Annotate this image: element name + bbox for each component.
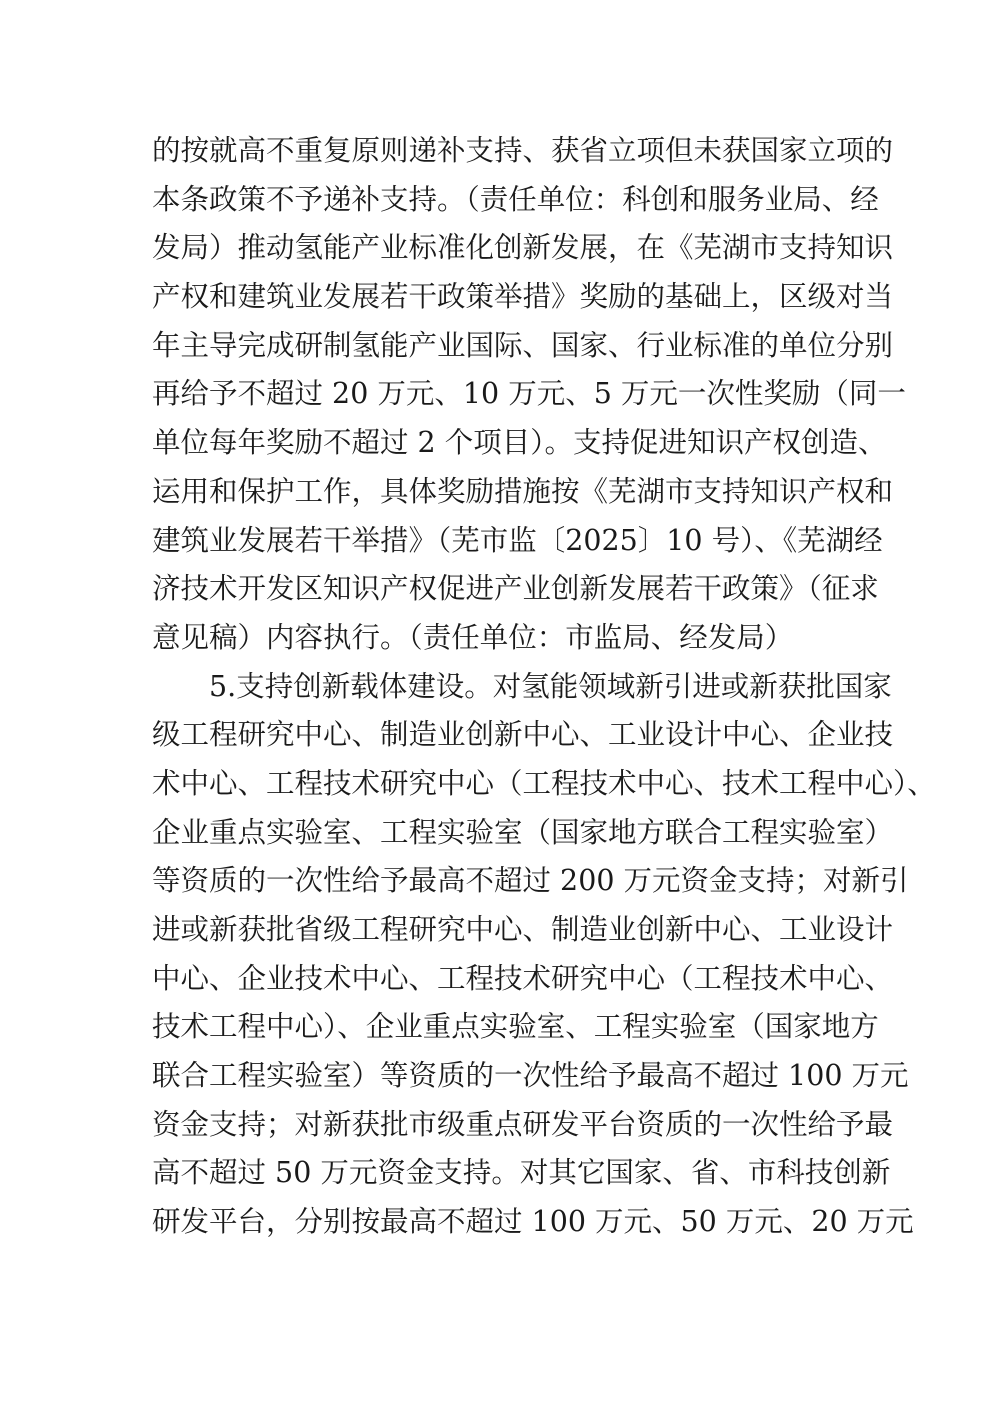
text-line: 建筑业发展若干举措》（芜市监〔2025〕10 号）、《芜湖经 — [152, 523, 883, 557]
text-line: 等资质的一次性给予最高不超过 200 万元资金支持；对新引 — [152, 864, 909, 898]
text-line: 单位每年奖励不超过 2 个项目）。支持促进知识产权创造、 — [152, 426, 887, 460]
text-line: 再给予不超过 20 万元、10 万元、5 万元一次性奖励（同一 — [152, 377, 906, 411]
text-line: 济技术开发区知识产权促进产业创新发展若干政策》（征求 — [152, 572, 879, 606]
text-line: 中心、企业技术中心、工程技术研究中心（工程技术中心、 — [152, 961, 894, 995]
text-line: 的按就高不重复原则递补支持、获省立项但未获国家立项的 — [152, 134, 894, 167]
text-line: 本条政策不予递补支持。（责任单位：科创和服务业局、经 — [152, 182, 879, 216]
text-line: 资金支持；对新获批市级重点研发平台资质的一次性给予最 — [152, 1107, 894, 1141]
section-5-heading-line: 5.支持创新载体建设。对氢能领域新引进或新获批国家 — [209, 669, 892, 703]
body-text — [152, 127, 936, 1247]
text-line: 进或新获批省级工程研究中心、制造业创新中心、工业设计 — [152, 913, 894, 946]
text-line: 技术工程中心）、企业重点实验室、工程实验室（国家地方 — [152, 1010, 879, 1044]
text-line: 发局）推动氢能产业标准化创新发展，在《芜湖市支持知识 — [152, 231, 894, 265]
text-line: 术中心、工程技术研究中心（工程技术中心、技术工程中心）、 — [152, 766, 936, 800]
text-line: 年主导完成研制氢能产业国际、国家、行业标准的单位分别 — [152, 328, 894, 362]
text-line: 研发平台，分别按最高不超过 100 万元、50 万元、20 万元 — [152, 1205, 914, 1239]
text-line: 运用和保护工作，具体奖励措施按《芜湖市支持知识产权和 — [152, 474, 894, 508]
paragraph-end-line: 意见稿）内容执行。（责任单位：市监局、经发局） — [152, 620, 794, 654]
text-line: 高不超过 50 万元资金支持。对其它国家、省、市科技创新 — [152, 1156, 891, 1190]
text-line: 级工程研究中心、制造业创新中心、工业设计中心、企业技 — [152, 718, 894, 752]
text-line: 企业重点实验室、工程实验室（国家地方联合工程实验室） — [152, 815, 894, 849]
text-line: 联合工程实验室）等资质的一次性给予最高不超过 100 万元 — [152, 1059, 909, 1093]
text-line: 产权和建筑业发展若干政策举措》奖励的基础上，区级对当 — [152, 280, 894, 314]
